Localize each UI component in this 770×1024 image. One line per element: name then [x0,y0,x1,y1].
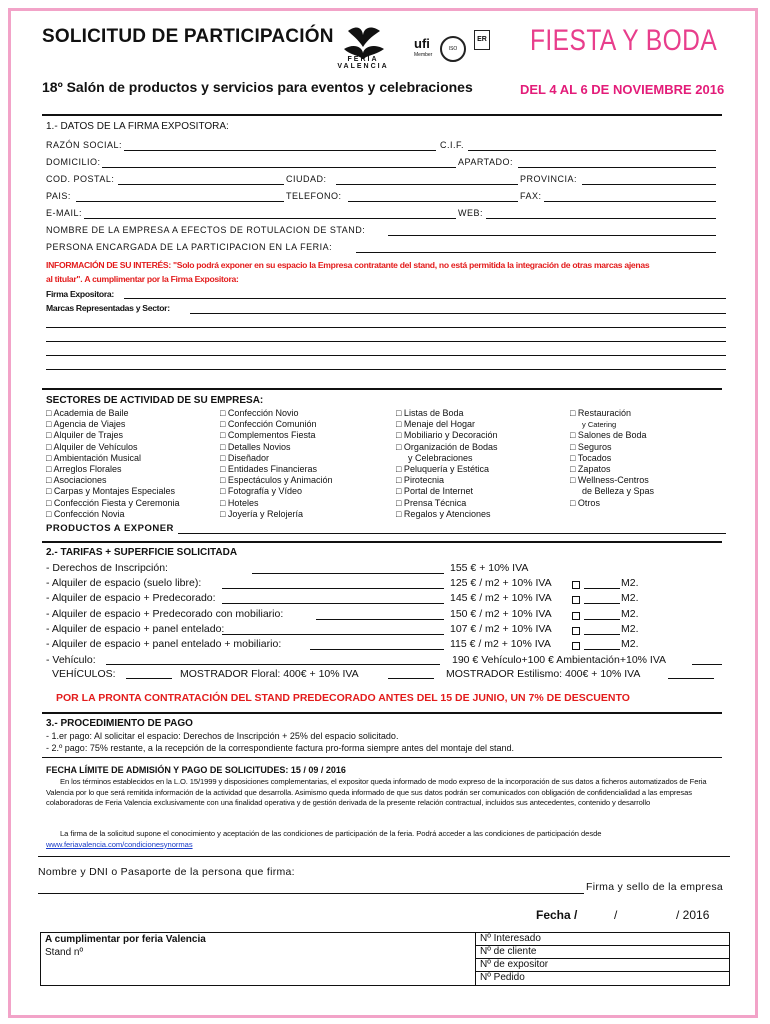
ufi-member: Member [414,52,433,58]
logo-text: FERIA VALENCIA [337,56,389,70]
section3-title: 3.- PROCEDIMIENTO DE PAGO [46,718,193,729]
m2-field[interactable] [584,649,620,650]
sector-option[interactable]: □ Complementos Fiesta [220,430,316,441]
email-label: E-MAIL: [46,208,83,218]
sector-option[interactable]: □ Organización de Bodas [396,441,498,452]
sector-option[interactable]: □ Detalles Novios [220,441,291,452]
info-text-2b: A cumplimentar por la Firma Expositora: [84,274,239,284]
m2-unit: M2. [621,622,639,635]
marcas-line[interactable] [46,355,726,356]
sector-option[interactable]: □ Prensa Técnica [396,497,467,508]
sector-option[interactable]: □ Restauración [570,408,631,418]
tarifa-label: - Alquiler de espacio (suelo libre): [46,577,202,590]
fecha-slash: / [614,908,618,922]
tarifa-label: - Alquiler de espacio + panel entelado: [46,622,225,635]
sector-option[interactable]: □ Seguros [570,441,612,452]
tarifa-checkbox[interactable] [572,612,580,620]
sector-option[interactable]: □ Portal de Internet [396,486,473,497]
sectores-col-4 [570,408,654,509]
sector-option[interactable]: □ Carpas y Montajes Especiales [46,486,175,497]
sello-label: Firma y sello de la empresa [586,881,724,893]
vehiculo-qty[interactable] [692,664,722,665]
sector-option[interactable]: □ Confección Comunión [220,419,317,430]
m2-field[interactable] [584,603,620,604]
cp-label: COD. POSTAL: [46,174,115,184]
email-field[interactable] [84,218,456,219]
productos-field[interactable] [178,533,726,534]
tarifa-checkbox[interactable] [572,627,580,635]
sector-option: y Catering [582,420,617,430]
cif-field[interactable] [468,150,716,151]
sector-option[interactable]: □ Confección Novia [46,508,125,519]
event-name: FIESTA Y BODA [530,24,718,57]
admin-field[interactable]: Nº de cliente [476,945,729,958]
sector-option[interactable]: □ Peluquería y Estética [396,464,489,475]
sector-option: y Celebraciones [408,452,473,463]
sector-option[interactable]: □ Listas de Boda [396,408,464,418]
vehiculos-field[interactable] [126,678,172,679]
sectores-col-1 [46,408,180,520]
tarifa-field[interactable] [316,619,444,620]
marcas-label: Marcas Representadas y Sector: [46,303,170,313]
ciudad-label: CIUDAD: [286,174,327,184]
marcas-line[interactable] [46,341,726,342]
vehiculo-price: 190 € Vehículo+100 € Ambientación+10% IVA [452,654,667,666]
nombre-label: Nombre y DNI o Pasaporte de la persona que firma: [38,866,295,878]
tarifa-field[interactable] [252,573,444,574]
sector-option[interactable]: □ Alquiler de Trajes [46,430,123,441]
sector-option[interactable]: □ Arreglos Florales [46,464,122,475]
cp-field[interactable] [118,184,284,185]
sector-option[interactable]: □ Mobiliario y Decoración [396,430,498,441]
sector-option[interactable]: □ Otros [570,497,600,508]
marcas-line[interactable] [46,369,726,370]
sector-option[interactable]: □ Ambientación Musical [46,452,141,463]
pago-1: - 1.er pago: Al solicitar el espacio: Derechos de Inscripción + 25% del espacio solicitado. [46,731,399,741]
info-text: INFORMACIÓN DE SU INTERÉS: "Solo podrá exponer en su espacio la Empresa contratante del stand, no está permitida la integración de otras marcas ajenas [46,260,650,270]
tarifa-checkbox[interactable] [572,596,580,604]
m2-unit: M2. [621,607,639,620]
rotulacion-field[interactable] [388,235,716,236]
sector-option[interactable]: □ Alquiler de Vehículos [46,441,138,452]
rotulacion-label: NOMBRE DE LA EMPRESA A EFECTOS DE ROTULACION DE STAND: [46,225,366,235]
vehiculo-field[interactable] [106,664,440,665]
sector-option[interactable]: □ Pirotecnia [396,475,444,486]
mostrador-floral: MOSTRADOR Floral: 400€ + 10% IVA [180,668,359,680]
firma-label: Firma Expositora: [46,289,114,299]
divider [42,757,722,758]
admin-field[interactable]: Nº Interesado [480,933,541,944]
firma-text [46,829,736,850]
vehiculo-label: - Vehículo: [46,654,96,666]
sector-option[interactable]: □ Espectáculos y Animación [220,475,333,486]
sector-option[interactable]: □ Agencia de Viajes [46,419,126,430]
descuento-text: POR LA PRONTA CONTRATACIÓN DEL STAND PREDECORADO ANTES DEL 15 DE JUNIO, UN 7% DE DESCUENTO [56,692,630,704]
mostrador-estilismo-field[interactable] [668,678,714,679]
pago-2: - 2.º pago: 75% restante, a la recepción de la correspondiente factura pro-forma siempre antes del montaje del stand. [46,743,515,753]
provincia-label: PROVINCIA: [520,174,578,184]
sector-option[interactable]: □ Diseñador [220,452,269,463]
tarifa-label: - Derechos de Inscripción: [46,562,168,574]
telefono-label: TELEFONO: [286,191,342,201]
tarifa-price: 107 € / m2 + 10% IVA [450,622,552,635]
admin-field[interactable]: Nº Pedido [476,971,729,984]
sectores-col-3 [396,408,498,520]
sector-option[interactable]: □ Zapatos [570,464,611,475]
sector-option[interactable]: □ Hoteles [220,497,259,508]
tarifa-checkbox[interactable] [572,642,580,650]
sector-option[interactable]: □ Entidades Financieras [220,464,317,475]
m2-unit: M2. [621,638,639,650]
er-badge-icon: ER [474,30,490,50]
sector-option[interactable]: □ Academia de Baile [46,408,129,418]
cif-label: C.I.F. [440,140,465,150]
section2-title: 2.- TARIFAS + SUPERFICIE SOLICITADA [46,547,238,558]
tarifa-price: 115 € / m2 + 10% IVA [450,638,551,650]
divider [42,541,722,543]
razon-field[interactable] [124,150,436,151]
apartado-field[interactable] [518,167,716,168]
sectores-col-2 [220,408,333,520]
sector-option[interactable]: □ Tocados [570,452,612,463]
vehiculos-label: VEHÍCULOS: [52,668,116,680]
sector-option[interactable]: □ Salones de Boda [570,430,647,441]
section1-title: 1.- DATOS DE LA FIRMA EXPOSITORA: [46,121,229,132]
certification-badge-icon: ISO [440,36,466,62]
m2-unit: M2. [621,592,639,605]
sector-option[interactable]: □ Asociaciones [46,475,107,486]
sector-option[interactable]: □ Fotografía y Vídeo [220,486,302,497]
event-dates: DEL 4 AL 6 DE NOVIEMBRE 2016 [520,82,725,97]
m2-unit: M2. [621,577,639,590]
nombre-field[interactable] [38,893,584,894]
pais-label: PAIS: [46,191,71,201]
marcas-field[interactable] [190,313,726,314]
tarifa-price: 145 € / m2 + 10% IVA [450,592,552,605]
tarifa-checkbox[interactable] [572,581,580,589]
fecha-limite: FECHA LÍMITE DE ADMISIÓN Y PAGO DE SOLICITUDES: 15 / 09 / 2016 [46,765,346,775]
tarifa-price: 125 € / m2 + 10% IVA [450,577,552,590]
firma-field[interactable] [124,298,726,299]
sector-option[interactable]: □ Regalos y Atenciones [396,508,491,519]
tarifa-field[interactable] [222,634,444,635]
razon-label: RAZÓN SOCIAL: [46,140,123,150]
sector-option: de Belleza y Spas [582,486,655,497]
sector-option[interactable]: □ Confección Fiesta y Ceremonia [46,497,180,508]
productos-label: PRODUCTOS A EXPONER [46,523,174,534]
admin-table [40,932,730,986]
firma-text-body: La firma de la solicitud supone el conocimiento y aceptación de las condiciones de participación de la feria. Podrá acceder a las condiciones de participación desde [60,829,602,838]
admin-right-cell [476,933,730,986]
encargada-label: PERSONA ENCARGADA DE LA PARTICIPACION EN LA FERIA: [46,242,333,252]
admin-right-rows [476,933,729,984]
stand-label: Stand nº [45,947,84,958]
m2-field[interactable] [584,619,620,620]
telefono-field[interactable] [348,201,518,202]
admin-title: A cumplimentar por feria Valencia [45,934,206,945]
tarifa-field[interactable] [222,588,444,589]
divider [42,114,722,116]
fecha-label: Fecha / [536,908,578,922]
tarifa-label: - Alquiler de espacio + Predecorado con mobiliario: [46,607,284,620]
info-text-2 [46,274,239,284]
domicilio-field[interactable] [102,167,456,168]
admin-left-cell [41,933,476,986]
form-title: SOLICITUD DE PARTICIPACIÓN [42,26,334,47]
sector-option[interactable]: □ Joyería y Relojería [220,508,303,519]
sector-option[interactable]: □ Confección Novio [220,408,299,418]
tarifa-label: - Alquiler de espacio + panel entelado + mobiliario: [46,638,282,650]
fax-field[interactable] [544,201,716,202]
provincia-field[interactable] [582,184,716,185]
sector-option[interactable]: □ Menaje del Hogar [396,419,475,430]
domicilio-label: DOMICILIO: [46,157,101,167]
ciudad-field[interactable] [336,184,518,185]
divider [38,856,730,857]
info-text-2a: al titular". [46,274,83,284]
tarifa-field[interactable] [222,603,444,604]
event-subtitle: 18º Salón de productos y servicios para eventos y celebraciones [42,79,473,95]
m2-field[interactable] [584,634,620,635]
m2-field[interactable] [584,588,620,589]
sectores-title: SECTORES DE ACTIVIDAD DE SU EMPRESA: [46,395,264,406]
tarifa-price: 150 € / m2 + 10% IVA [450,607,552,620]
tarifa-field[interactable] [310,649,444,650]
pais-field[interactable] [76,201,284,202]
condiciones-link[interactable]: www.feriavalencia.com/condicionesynormas [46,839,193,849]
apartado-label: APARTADO: [458,157,514,167]
mostrador-floral-field[interactable] [388,678,434,679]
admin-field[interactable]: Nº de expositor [476,958,729,971]
legal-text: En los términos establecidos en la L.O. 15/1999 y disposiciones complementarias, el expositor queda informado de modo expreso de la incorporación de sus datos a ficheros automatizados de Feria Valencia por lo que será remitida información de la actividad que desarrolla. Asimismo queda informado de que sus datos podrán ser comunicados con obligación de confidencialidad a las empresas colaboradoras de Feria Valencia exclusivamente con una finalidad operativa y de gestión derivada de la presente relación contractual, incluidos sus antecedentes, contenido y desarrollo [46,777,707,807]
marcas-line[interactable] [46,327,726,328]
divider [42,712,722,714]
divider [42,388,722,390]
fecha-year: / 2016 [676,908,710,922]
tarifa-price: 155 € + 10% IVA [450,562,529,574]
ufi-logo: ufi [414,36,430,51]
fax-label: FAX: [520,191,542,201]
mostrador-estilismo: MOSTRADOR Estilismo: 400€ + 10% IVA [446,668,641,680]
web-label: WEB: [458,208,484,218]
web-field[interactable] [486,218,716,219]
tarifa-label: - Alquiler de espacio + Predecorado: [46,592,216,605]
sector-option[interactable]: □ Wellness-Centros [570,475,649,486]
encargada-field[interactable] [356,252,716,253]
